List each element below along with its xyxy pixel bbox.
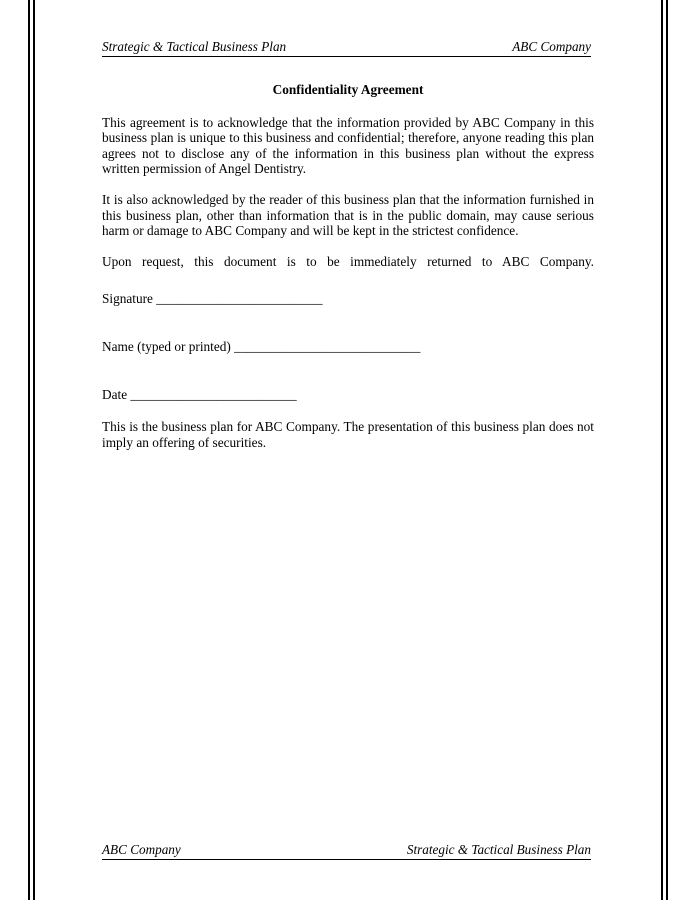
footer-left-text: ABC Company: [102, 842, 181, 857]
signature-field: Signature _________________________: [102, 291, 323, 307]
date-field: Date _________________________: [102, 386, 297, 402]
page-border-right-inner: [661, 0, 663, 900]
document-body: [102, 82, 594, 465]
paragraph-closing: This is the business plan for ABC Company. The presentation of this business plan does not imply an offering of securities.: [102, 419, 594, 450]
footer-right-text: Strategic & Tactical Business Plan: [406, 842, 591, 857]
page-border-left-inner: [33, 0, 35, 900]
page-header: [102, 38, 591, 57]
paragraph-confidence: It is also acknowledged by the reader of this business plan that the information furnished in this business plan, other than information that is in the public domain, may cause serious harm or damage to ABC Company and will be kept in the strictest confidence.: [102, 191, 594, 239]
name-field: Name (typed or printed) ____________________________: [102, 338, 421, 354]
page-footer: [102, 841, 591, 860]
paragraph-acknowledgement: This agreement is to acknowledge that the information provided by ABC Company in this business plan is unique to this business and confidential; therefore, anyone reading this plan agrees not to disclose any of the information in this business plan without the express written permission of Angel Dentistry.: [102, 114, 594, 177]
header-right-text: ABC Company: [512, 39, 591, 54]
page-border-left-outer: [28, 0, 30, 900]
header-left-text: Strategic & Tactical Business Plan: [102, 39, 287, 54]
paragraph-return: Upon request, this document is to be immediately returned to ABC Company.: [102, 253, 594, 269]
document-title: Confidentiality Agreement: [272, 82, 424, 97]
page-border-right-outer: [666, 0, 668, 900]
